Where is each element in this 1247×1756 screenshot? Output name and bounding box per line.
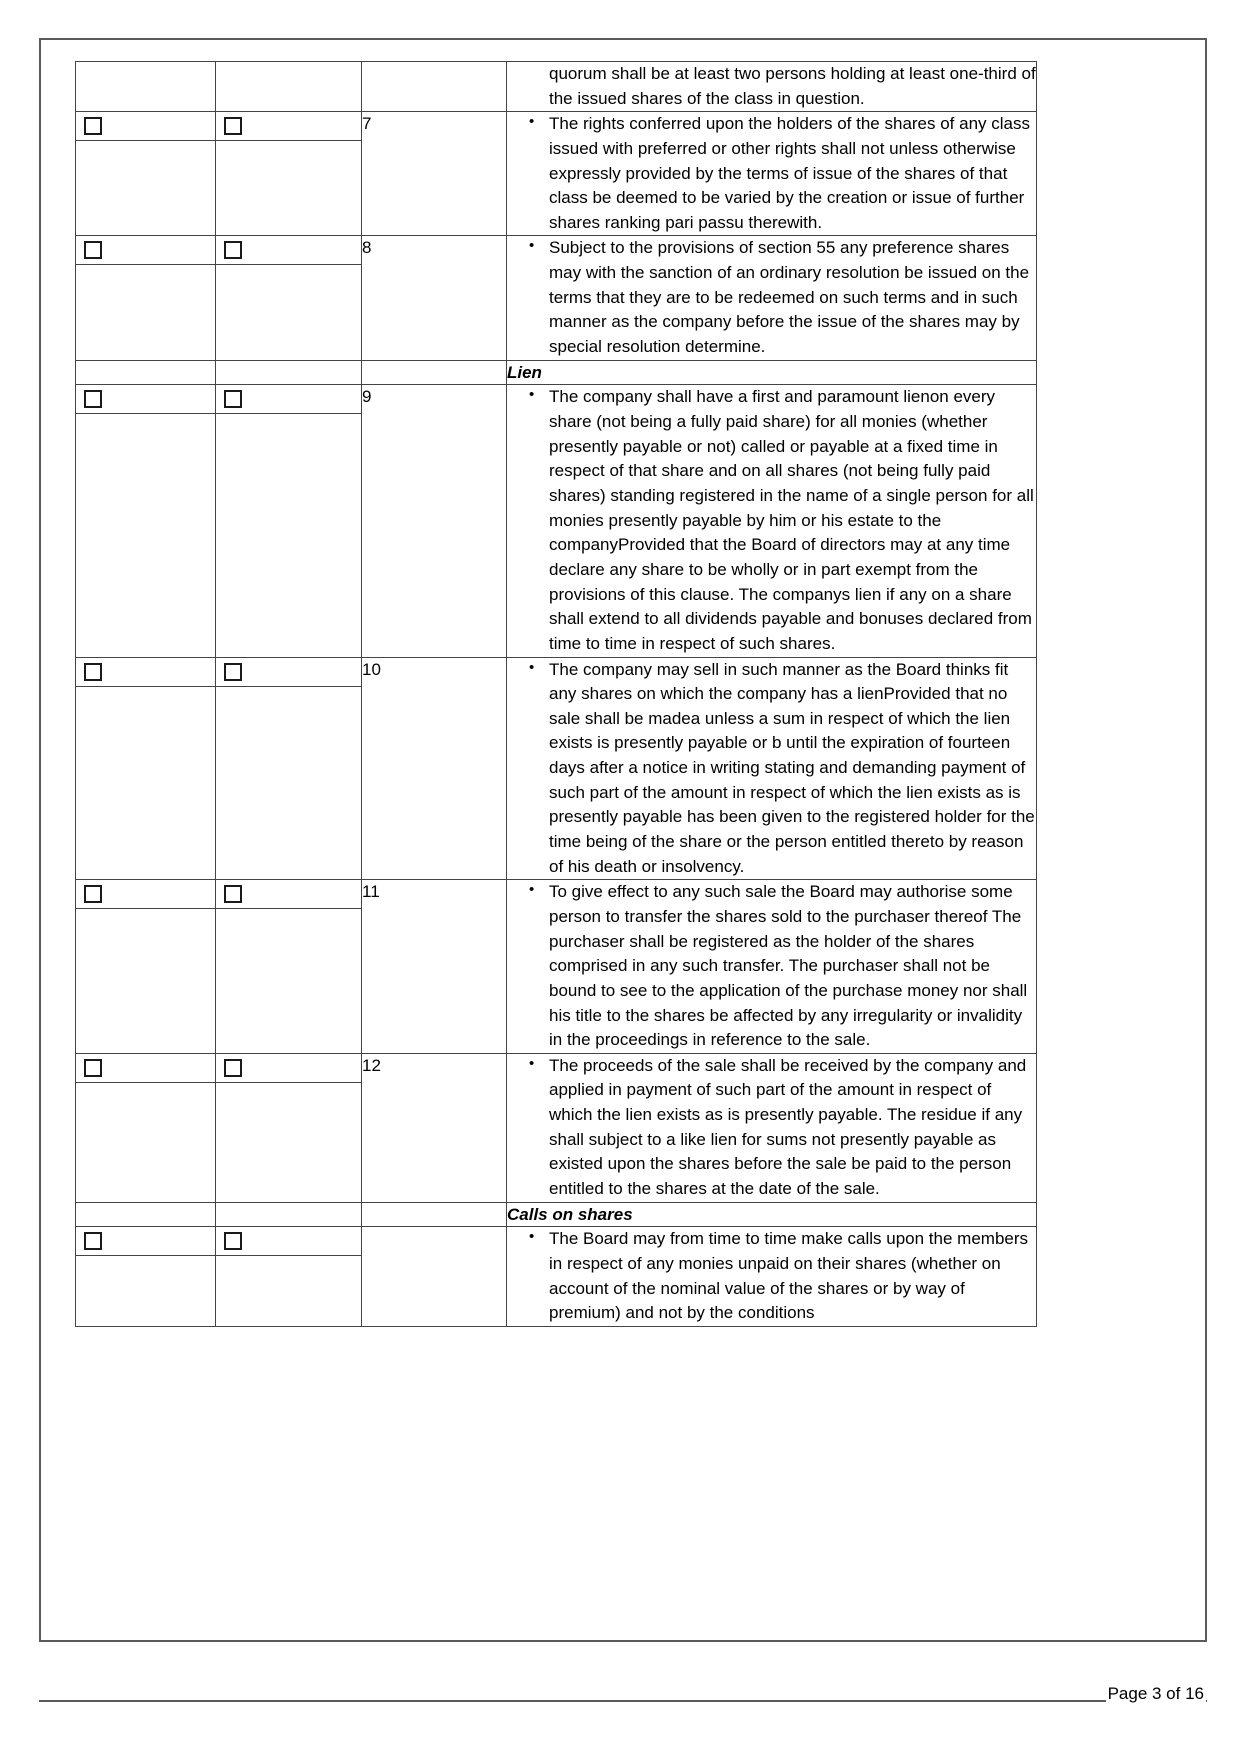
table-row: [76, 62, 1037, 112]
checkbox-icon[interactable]: [84, 390, 102, 408]
clause-text: quorum shall be at least two persons holding at least one-third of the issued shares of the class in question.: [549, 64, 1036, 108]
clause-text: • The company may sell in such manner as the Board thinks fit any shares on which the company has a lienProvided that no sale shall be madea unless a sum in respect of which the lien exists is presently payable or b until the expiration of fourteen days after a notice in writing stating and demanding payment of such part of the amount in respect of which the lien exists as is presently payable has been given to the registered holder for the time being of the share or the person entitled thereto by reason of his death or insolvency.: [549, 658, 1036, 880]
checkbox-icon[interactable]: [224, 117, 242, 135]
clause-table: [75, 61, 1037, 1327]
table-row: [76, 385, 1037, 657]
checkbox-strip: [76, 658, 215, 687]
checkbox-cell-right: [216, 62, 362, 112]
checkbox-cell-right: [216, 657, 362, 880]
table-row: [76, 236, 1037, 360]
clause-number: 8: [362, 236, 507, 360]
checkbox-cell-left: [76, 112, 216, 236]
checkbox-icon[interactable]: [84, 663, 102, 681]
checkbox-icon[interactable]: [224, 390, 242, 408]
checkbox-cell-right: [216, 360, 362, 385]
clause-bullet-list: [507, 1054, 1036, 1202]
clause-text: • The Board may from time to time make calls upon the members in respect of any monies unpaid on their shares (whether on account of the nominal value of the shares or by way of premium) and not by the conditions: [549, 1227, 1036, 1326]
checkbox-strip: [216, 112, 361, 141]
clause-number: [362, 1202, 507, 1227]
checkbox-cell-left: [76, 1202, 216, 1227]
clause-bullet-list: [507, 112, 1036, 235]
clause-text: • To give effect to any such sale the Board may authorise some person to transfer the shares sold to the purchaser thereof The purchaser shall be registered as the holder of the shares comprised in any such transfer. The purchaser shall not be bound to see to the application of the purchase money nor shall his title to the shares be affected by any irregularity or invalidity in the proceedings in reference to the sale.: [549, 880, 1036, 1052]
table-row: [76, 1053, 1037, 1202]
checkbox-cell-left: [76, 236, 216, 360]
clause-text-cell: [507, 385, 1037, 657]
checkbox-cell-left: [76, 1227, 216, 1327]
clause-bullet-list: [507, 385, 1036, 656]
checkbox-icon[interactable]: [224, 1059, 242, 1077]
section-heading: Lien: [507, 360, 1037, 385]
clause-text: • Subject to the provisions of section 55 any preference shares may with the sanction of an ordinary resolution be issued on the terms that they are to be redeemed on such terms and in such manner as the company before the issue of the shares may by special resolution determine.: [549, 236, 1036, 359]
checkbox-cell-left: [76, 1053, 216, 1202]
checkbox-strip: [216, 658, 361, 687]
checkbox-icon[interactable]: [84, 241, 102, 259]
checkbox-icon[interactable]: [84, 117, 102, 135]
checkbox-strip: [76, 236, 215, 265]
clause-text: • The proceeds of the sale shall be received by the company and applied in payment of such part of the amount in respect of which the lien exists as is presently payable. The residue if any shall subject to a like lien for sums not presently payable as existed upon the shares before the sale be paid to the person entitled to the shares at the date of the sale.: [549, 1054, 1036, 1202]
checkbox-strip: [76, 1054, 215, 1083]
footer-page-label: Page 3 of 16: [1107, 1684, 1204, 1703]
clause-text-cell: [507, 236, 1037, 360]
clause-bullet-list: [507, 236, 1036, 359]
checkbox-strip: [216, 1054, 361, 1083]
checkbox-icon[interactable]: [84, 885, 102, 903]
checkbox-cell-right: [216, 1053, 362, 1202]
checkbox-cell-left: [76, 62, 216, 112]
clause-bullet-list: [507, 1227, 1036, 1326]
section-heading-row: [76, 1202, 1037, 1227]
checkbox-cell-right: [216, 112, 362, 236]
table-row: [76, 657, 1037, 880]
checkbox-cell-right: [216, 385, 362, 657]
checkbox-cell-left: [76, 657, 216, 880]
clause-text: • The rights conferred upon the holders of the shares of any class issued with preferred or other rights shall not unless otherwise expressly provided by the terms of issue of the shares of that class be deemed to be varied by the creation or issue of further shares ranking pari passu therewith.: [549, 112, 1036, 235]
checkbox-icon[interactable]: [224, 241, 242, 259]
clause-text-cell: [507, 112, 1037, 236]
checkbox-icon[interactable]: [224, 663, 242, 681]
checkbox-strip: [76, 880, 215, 909]
footer-divider: [39, 1700, 1207, 1702]
checkbox-strip: [76, 112, 215, 141]
checkbox-icon[interactable]: [224, 1232, 242, 1250]
table-row: [76, 880, 1037, 1053]
checkbox-strip: [76, 385, 215, 414]
checkbox-cell-right: [216, 880, 362, 1053]
clause-text-cell: [507, 880, 1037, 1053]
clause-number: [362, 62, 507, 112]
table-row: [76, 1227, 1037, 1327]
clause-number: [362, 1227, 507, 1327]
checkbox-cell-right: [216, 236, 362, 360]
clause-text-cell: [507, 1053, 1037, 1202]
checkbox-cell-left: [76, 385, 216, 657]
clause-text: • The company shall have a first and paramount lienon every share (not being a fully paid share) for all monies (whether presently payable or not) called or payable at a fixed time in respect of that share and on all shares (not being fully paid shares) standing registered in the name of a single person for all monies presently payable by him or his estate to the companyProvided that the Board of directors may at any time declare any share to be wholly or in part exempt from the provisions of this clause. The companys lien if any on a share shall extend to all dividends payable and bonuses declared from time to time in respect of such shares.: [549, 385, 1036, 656]
clause-bullet-list: [507, 658, 1036, 880]
checkbox-cell-right: [216, 1202, 362, 1227]
checkbox-strip: [216, 236, 361, 265]
clause-number: 11: [362, 880, 507, 1053]
checkbox-cell-right: [216, 1227, 362, 1327]
table-row: [76, 112, 1037, 236]
clause-number: 7: [362, 112, 507, 236]
checkbox-strip: [76, 1227, 215, 1256]
clause-text-cell: [507, 657, 1037, 880]
checkbox-strip: [216, 385, 361, 414]
clause-text-cell: [507, 62, 1037, 112]
clause-number: 12: [362, 1053, 507, 1202]
checkbox-cell-left: [76, 360, 216, 385]
section-heading: Calls on shares: [507, 1202, 1037, 1227]
section-heading-row: [76, 360, 1037, 385]
checkbox-icon[interactable]: [84, 1059, 102, 1077]
checkbox-strip: [216, 1227, 361, 1256]
checkbox-cell-left: [76, 880, 216, 1053]
checkbox-icon[interactable]: [84, 1232, 102, 1250]
clause-number: 9: [362, 385, 507, 657]
clause-table-body: [76, 62, 1037, 1327]
clause-number: 10: [362, 657, 507, 880]
clause-number: [362, 360, 507, 385]
checkbox-icon[interactable]: [224, 885, 242, 903]
clause-bullet-list: [507, 880, 1036, 1052]
checkbox-strip: [216, 880, 361, 909]
clause-text-cell: [507, 1227, 1037, 1327]
